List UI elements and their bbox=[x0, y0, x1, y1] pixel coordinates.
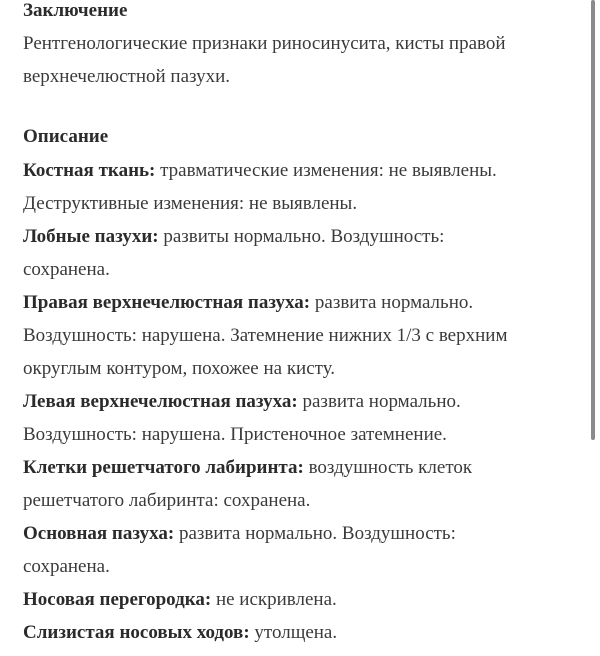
finding-ethmoid-cells bbox=[23, 451, 543, 517]
description-title: Описание bbox=[23, 126, 109, 147]
conclusion-title: Заключение bbox=[23, 0, 128, 21]
finding-text: травматические изменения: не выявлены. Деструктивные изменения: не выявлены. bbox=[23, 160, 497, 214]
finding-nasal-mucosa bbox=[23, 616, 563, 649]
finding-label: Костная ткань: bbox=[23, 160, 156, 181]
finding-sphenoid-sinus bbox=[23, 517, 523, 583]
finding-text: развита нормально. Воздушность: нарушена. Затемнение нижних 1/3 с верхним округлым контуром, похожее на кисту. bbox=[23, 292, 508, 379]
finding-label: Носовая перегородка: bbox=[23, 589, 212, 610]
finding-label: Левая верхнечелюстная пазуха: bbox=[23, 391, 298, 412]
vertical-scrollbar[interactable] bbox=[591, 0, 595, 440]
finding-text: развита нормально. Воздушность: нарушена. Пристеночное затемнение. bbox=[23, 391, 461, 445]
finding-label: Клетки решетчатого лабиринта: bbox=[23, 457, 304, 478]
finding-text: развиты нормально. Воздушность: сохранена. bbox=[23, 226, 445, 280]
finding-label: Основная пазуха: bbox=[23, 523, 175, 544]
finding-label: Слизистая носовых ходов: bbox=[23, 622, 250, 643]
finding-frontal-sinuses bbox=[23, 220, 523, 286]
finding-nasal-septum bbox=[23, 583, 563, 616]
finding-text: воздушность клеток решетчатого лабиринта: сохранена. bbox=[23, 457, 473, 511]
conclusion-text: Рентгенологические признаки риносинусита, кисты правой верхнечелюстной пазухи. bbox=[23, 33, 506, 87]
finding-label: Правая верхнечелюстная пазуха: bbox=[23, 292, 311, 313]
finding-right-maxillary-sinus bbox=[23, 286, 563, 385]
finding-label: Лобные пазухи: bbox=[23, 226, 159, 247]
finding-left-maxillary-sinus bbox=[23, 385, 543, 451]
finding-text: утолщена. bbox=[249, 622, 338, 643]
finding-text: не искривлена. bbox=[211, 589, 337, 610]
finding-bone-tissue bbox=[23, 154, 563, 220]
finding-text: развита нормально. Воздушность: сохранена. bbox=[23, 523, 456, 577]
